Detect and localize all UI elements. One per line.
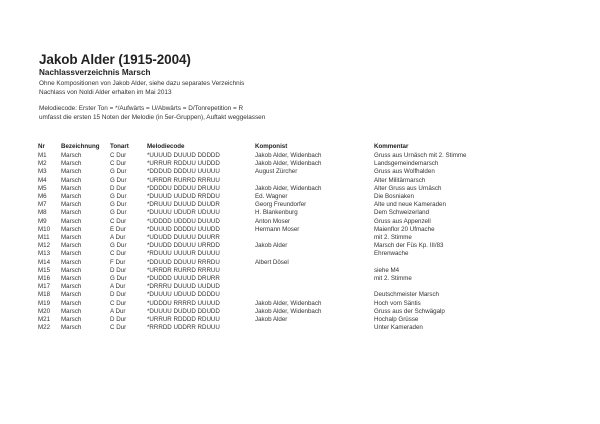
cell-nr: M15 (38, 266, 51, 274)
page-title: Jakob Alder (1915-2004) (39, 52, 191, 67)
table-row (38, 218, 514, 226)
cell-nr: M9 (38, 217, 47, 225)
note-line: Ohne Kompositionen von Jakob Alder, siehe dazu separates Verzeichnis (39, 80, 245, 87)
cell-melodiecode: *DUUDD DDUUU URRDD (147, 242, 220, 250)
cell-bezeichnung: Marsch (61, 184, 82, 192)
cell-kommentar: siehe M4 (374, 266, 400, 274)
cell-melodiecode: *DUUUU UDUDR UDUUU (147, 209, 220, 217)
column-header-komponist: Komponist (255, 143, 288, 150)
cell-bezeichnung: Marsch (61, 209, 82, 217)
cell-nr: M3 (38, 168, 47, 176)
cell-tonart: C Dur (110, 160, 127, 168)
cell-melodiecode: *RRRDD UDDRR RDUUU (147, 324, 220, 332)
cell-komponist (255, 275, 374, 283)
cell-tonart: D Dur (110, 316, 127, 324)
cell-nr: M4 (38, 176, 47, 184)
table-row (38, 316, 514, 324)
cell-komponist: Jakob Alder, Widenbach (255, 299, 322, 307)
cell-tonart: G Dur (110, 242, 127, 250)
cell-nr: M8 (38, 209, 47, 217)
cell-bezeichnung: Marsch (61, 324, 82, 332)
cell-komponist: Jakob Alder, Widenbach (255, 307, 322, 315)
cell-nr: M1 (38, 152, 47, 159)
cell-melodiecode: *DUUUU UDUUD DDDDU (147, 291, 220, 299)
cell-bezeichnung: Marsch (61, 201, 82, 209)
cell-komponist: August Zürcher (255, 168, 298, 176)
cell-bezeichnung: Marsch (61, 160, 82, 168)
cell-tonart: G Dur (110, 176, 127, 184)
note-line: Nachlass von Noldi Alder erhalten im Mai 2013 (39, 89, 172, 96)
column-header-melodiecode: Melodiecode (147, 143, 185, 150)
cell-nr: M7 (38, 201, 47, 209)
column-header-tonart: Tonart (110, 143, 129, 150)
cell-melodiecode: *DUUUD DDDDU UUUDD (147, 225, 220, 233)
cell-bezeichnung: Marsch (61, 217, 82, 225)
cell-bezeichnung: Marsch (61, 152, 82, 159)
note-line: Melodiecode: Erster Ton = */Aufwärts = U/Abwärts = D/Tonrepetition = R (39, 105, 244, 112)
cell-melodiecode: *DDUUD DDUUU RRRDU (147, 258, 220, 266)
cell-kommentar: Marsch der Füs Kp. III/83 (374, 242, 444, 250)
cell-kommentar: Unter Kameraden (374, 324, 423, 332)
cell-komponist: Jakob Alder (255, 316, 288, 324)
cell-kommentar: mit 2. Stimme (374, 275, 412, 283)
cell-nr: M14 (38, 258, 51, 266)
cell-komponist (255, 267, 374, 275)
cell-tonart: C Dur (110, 250, 127, 258)
cell-nr: M2 (38, 160, 47, 168)
table-row (38, 160, 514, 168)
cell-bezeichnung: Marsch (61, 283, 82, 291)
cell-tonart: G Dur (110, 275, 127, 283)
cell-tonart: D Dur (110, 266, 127, 274)
column-header-nr: Nr (38, 143, 45, 150)
table-row (38, 291, 514, 299)
table-row (38, 193, 514, 201)
table-row (38, 177, 514, 185)
table-row (38, 275, 514, 283)
cell-komponist: H. Blankenburg (255, 209, 298, 217)
cell-nr: M20 (38, 307, 51, 315)
cell-bezeichnung: Marsch (61, 291, 82, 299)
cell-bezeichnung: Marsch (61, 168, 82, 176)
cell-kommentar: Gruss aus der Schwägalp (374, 307, 445, 315)
table-row (38, 283, 514, 291)
cell-kommentar: Gruss aus Urnäsch mit 2. Stimme (374, 152, 467, 159)
cell-kommentar: Die Bosniaken (374, 193, 414, 201)
cell-nr: M6 (38, 193, 47, 201)
cell-melodiecode: *URRUR RDDUU UUDDD (147, 160, 220, 168)
cell-melodiecode: *DUDDD UUUUD DRURR (147, 275, 220, 283)
cell-komponist (255, 324, 374, 332)
cell-komponist: Jakob Alder, Widenbach (255, 184, 322, 192)
cell-kommentar: Landsgemeindemarsch (374, 160, 439, 168)
cell-komponist: Albert Dösel (255, 258, 289, 266)
cell-kommentar (374, 283, 514, 291)
cell-melodiecode: *UDDDD UDDDU DUUUD (147, 217, 220, 225)
cell-bezeichnung: Marsch (61, 234, 82, 242)
cell-kommentar: Gruss aus Appenzell (374, 217, 431, 225)
cell-nr: M18 (38, 291, 51, 299)
table-row (38, 201, 514, 209)
table-body (38, 152, 514, 332)
cell-kommentar: Dem Schweizerland (374, 209, 430, 217)
cell-bezeichnung: Marsch (61, 193, 82, 201)
cell-melodiecode: *URRUR RDDDD RDUUU (147, 316, 220, 324)
table-row (38, 300, 514, 308)
cell-komponist: Ed. Wagner (255, 193, 288, 201)
cell-melodiecode: *UUUUD DUUUD DDDDD (147, 152, 220, 159)
cell-tonart: A Dur (110, 234, 126, 242)
cell-komponist: Jakob Alder, Widenbach (255, 152, 322, 159)
cell-tonart: D Dur (110, 291, 127, 299)
table-row (38, 242, 514, 250)
cell-melodiecode: *URRDR RURRD RRRUU (147, 266, 220, 274)
table-row (38, 152, 514, 160)
cell-melodiecode: *DUUUU DUDUD DDUDD (147, 307, 220, 315)
cell-komponist: Hermann Moser (255, 225, 300, 233)
cell-tonart: D Dur (110, 184, 127, 192)
table-row (38, 308, 514, 316)
table-row (38, 324, 514, 332)
note-line: umfasst die ersten 15 Noten der Melodie (in 5er-Gruppen), Auftakt weggelassen (39, 114, 266, 121)
cell-tonart: G Dur (110, 193, 127, 201)
cell-bezeichnung: Marsch (61, 316, 82, 324)
column-header-bezeichnung: Bezeichnung (61, 143, 100, 150)
table-row (38, 168, 514, 176)
cell-nr: M11 (38, 234, 50, 242)
table-row (38, 250, 514, 258)
cell-melodiecode: *DUUUD UUDUD RRDDU (147, 193, 220, 201)
cell-komponist: Anton Moser (255, 217, 291, 225)
table-row (38, 259, 514, 267)
cell-komponist: Jakob Alder (255, 242, 288, 250)
cell-melodiecode: *DRRRU DUUUD UUDUD (147, 283, 220, 291)
cell-nr: M16 (38, 275, 51, 283)
cell-tonart: C Dur (110, 217, 127, 225)
cell-nr: M21 (38, 316, 51, 324)
cell-melodiecode: *DRUUU DUUUD DUUDR (147, 201, 220, 209)
cell-melodiecode: *UDUDD DUUUU DUURR (147, 234, 220, 242)
cell-tonart: G Dur (110, 201, 127, 209)
cell-kommentar: Ehrenwache (374, 250, 409, 258)
cell-kommentar: Alter Gruss aus Urnäsch (374, 184, 442, 192)
table-row (38, 267, 514, 275)
cell-kommentar: Deutschmeister Marsch (374, 291, 439, 299)
cell-melodiecode: *UDDDU RRRRD UUUUD (147, 299, 220, 307)
cell-kommentar: Alter Militärmarsch (374, 176, 426, 184)
cell-kommentar: Gruss aus Wolfhalden (374, 168, 435, 176)
cell-kommentar: Maienflor 20 Ufmache (374, 225, 435, 233)
cell-nr: M17 (38, 283, 51, 291)
cell-kommentar: Hoch vom Säntis (374, 299, 421, 307)
cell-tonart: C Dur (110, 324, 127, 332)
cell-tonart: G Dur (110, 209, 127, 217)
cell-nr: M19 (38, 299, 51, 307)
cell-bezeichnung: Marsch (61, 225, 82, 233)
cell-bezeichnung: Marsch (61, 242, 82, 250)
cell-nr: M5 (38, 184, 47, 192)
cell-tonart: C Dur (110, 152, 127, 159)
cell-nr: M13 (38, 250, 51, 258)
cell-bezeichnung: Marsch (61, 250, 82, 258)
cell-komponist: Jakob Alder, Widenbach (255, 160, 322, 168)
table-row (38, 226, 514, 234)
cell-melodiecode: *RDUUU UUUUR DUUUU (147, 250, 220, 258)
table-row (38, 185, 514, 193)
table-header-row (38, 142, 514, 152)
cell-bezeichnung: Marsch (61, 299, 82, 307)
cell-komponist (255, 234, 374, 242)
cell-bezeichnung: Marsch (61, 275, 82, 283)
cell-melodiecode: *DDDUD DDDUU UUUUU (147, 168, 220, 176)
cell-kommentar: mit 2. Stimme (374, 234, 412, 242)
cell-komponist: Georg Freundorfer (255, 201, 307, 209)
cell-melodiecode: *DDDDU DDDUU DRUUU (147, 184, 220, 192)
cell-komponist (255, 177, 374, 185)
table-row (38, 234, 514, 242)
table-row (38, 209, 514, 217)
cell-tonart: E Dur (110, 225, 126, 233)
cell-bezeichnung: Marsch (61, 176, 82, 184)
march-table (38, 142, 514, 332)
cell-nr: M12 (38, 242, 51, 250)
cell-komponist (255, 283, 374, 291)
cell-bezeichnung: Marsch (61, 307, 82, 315)
cell-tonart: G Dur (110, 168, 127, 176)
cell-melodiecode: *URRDR RURRD RRRUU (147, 176, 220, 184)
column-header-kommentar: Kommentar (374, 143, 409, 150)
cell-nr: M10 (38, 225, 51, 233)
cell-kommentar: Alte und neue Kameraden (374, 201, 446, 209)
page-subtitle: Nachlassverzeichnis Marsch (39, 68, 151, 77)
cell-komponist (255, 291, 374, 299)
cell-bezeichnung: Marsch (61, 258, 82, 266)
cell-nr: M22 (38, 324, 51, 332)
cell-tonart: C Dur (110, 299, 127, 307)
cell-komponist (255, 250, 374, 258)
cell-kommentar: Hochalp Grüsse (374, 316, 419, 324)
cell-tonart: F Dur (110, 258, 126, 266)
cell-tonart: A Dur (110, 283, 126, 291)
cell-tonart: A Dur (110, 307, 126, 315)
cell-kommentar (374, 259, 514, 267)
cell-bezeichnung: Marsch (61, 266, 82, 274)
